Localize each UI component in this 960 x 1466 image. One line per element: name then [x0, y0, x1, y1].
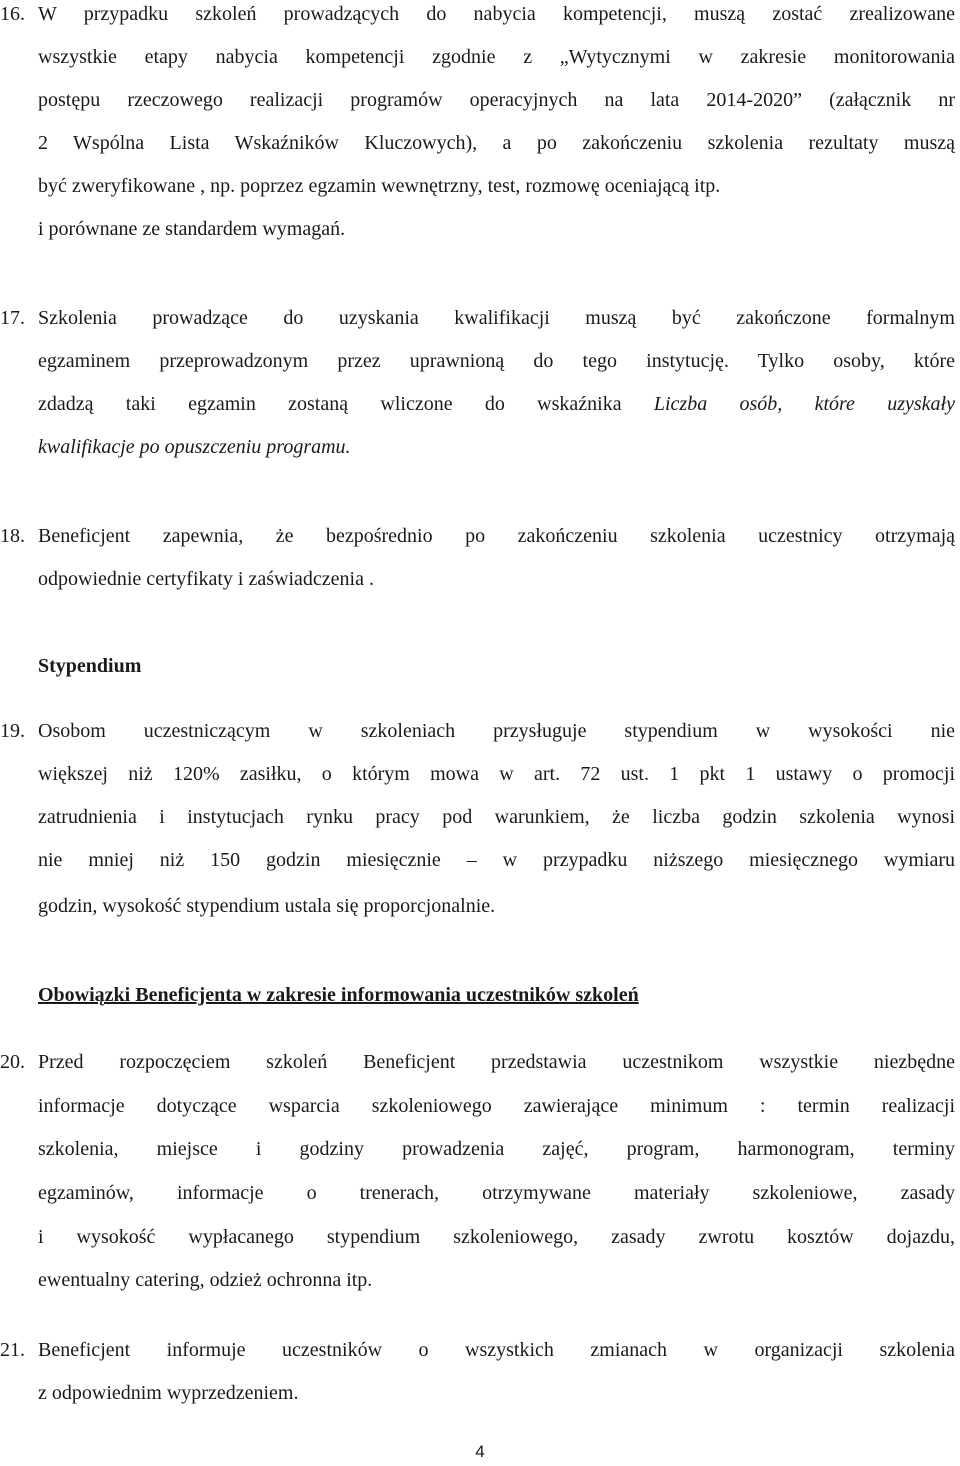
item-text-segment: zdadzą taki egzamin zostaną wliczone do wskaźnika	[38, 393, 654, 415]
section-heading-obowiazki: Obowiązki Beneficjenta w zakresie informowania uczestników szkoleń	[38, 984, 639, 1006]
item-text-line: odpowiednie certyfikaty i zaświadczenia .	[38, 568, 374, 590]
item-text-line: Szkolenia prowadzące do uzyskania kwalifikacji muszą być zakończone formalnym	[38, 307, 955, 329]
indicator-name: Liczba osób, które uzyskały	[653, 393, 955, 415]
item-text-line: Beneficjent zapewnia, że bezpośrednio po zakończeniu szkolenia uczestnicy otrzymają	[38, 525, 955, 547]
item-text-line: W przypadku szkoleń prowadzących do nabycia kompetencji, muszą zostać zrealizowane	[38, 3, 955, 25]
item-text-line: i porównane ze standardem wymagań.	[38, 218, 346, 240]
item-number: 18.	[0, 525, 25, 547]
item-text-line	[38, 435, 955, 459]
section-heading-stypendium: Stypendium	[38, 655, 142, 677]
item-text-line: Przed rozpoczęciem szkoleń Beneficjent przedstawia uczestnikom wszystkie niezbędne	[38, 1051, 955, 1073]
page-number: 4	[475, 1442, 485, 1461]
item-text-line: szkolenia, miejsce i godziny prowadzenia zajęć, program, harmonogram, terminy	[38, 1138, 955, 1160]
item-text-line: informacje dotyczące wsparcia szkoleniowego zawierające minimum : termin realizacji	[38, 1095, 955, 1117]
item-text-line	[38, 392, 955, 416]
item-text-line: większej niż 120% zasiłku, o którym mowa w art. 72 ust. 1 pkt 1 ustawy o promocji	[38, 763, 955, 785]
item-number: 19.	[0, 720, 25, 742]
item-number: 16.	[0, 3, 25, 25]
item-text-line: ewentualny catering, odzież ochronna itp.	[38, 1269, 373, 1291]
item-number: 17.	[0, 307, 25, 329]
item-text-line: Osobom uczestniczącym w szkoleniach przysługuje stypendium w wysokości nie	[38, 720, 955, 742]
item-text-line: egzaminów, informacje o trenerach, otrzymywane materiały szkoleniowe, zasady	[38, 1182, 955, 1204]
item-text-line: wszystkie etapy nabycia kompetencji zgodnie z „Wytycznymi w zakresie monitorowania	[38, 46, 955, 68]
item-text-line: być zweryfikowane , np. poprzez egzamin wewnętrzny, test, rozmowę oceniającą itp.	[38, 175, 721, 197]
item-text-line: postępu rzeczowego realizacji programów operacyjnych na lata 2014-2020” (załącznik nr	[38, 89, 955, 111]
item-text-line: nie mniej niż 150 godzin miesięcznie – w przypadku niższego miesięcznego wymiaru	[38, 849, 955, 871]
item-text-line: godzin, wysokość stypendium ustala się proporcjonalnie.	[38, 895, 496, 917]
item-text-line: 2 Wspólna Lista Wskaźników Kluczowych), a po zakończeniu szkolenia rezultaty muszą	[38, 132, 955, 154]
item-number: 21.	[0, 1339, 25, 1361]
item-text-line: Beneficjent informuje uczestników o wszystkich zmianach w organizacji szkolenia	[38, 1339, 955, 1361]
item-text-line: egzaminem przeprowadzonym przez uprawnioną do tego instytucję. Tylko osoby, które	[38, 350, 955, 372]
item-text-line: zatrudnienia i instytucjach rynku pracy pod warunkiem, że liczba godzin szkolenia wynosi	[38, 806, 955, 828]
item-number: 20.	[0, 1051, 25, 1073]
item-text-line: i wysokość wypłacanego stypendium szkoleniowego, zasady zwrotu kosztów dojazdu,	[38, 1226, 955, 1248]
indicator-name: kwalifikacje po opuszczeniu programu.	[38, 436, 351, 458]
item-text-line: z odpowiednim wyprzedzeniem.	[38, 1382, 299, 1404]
